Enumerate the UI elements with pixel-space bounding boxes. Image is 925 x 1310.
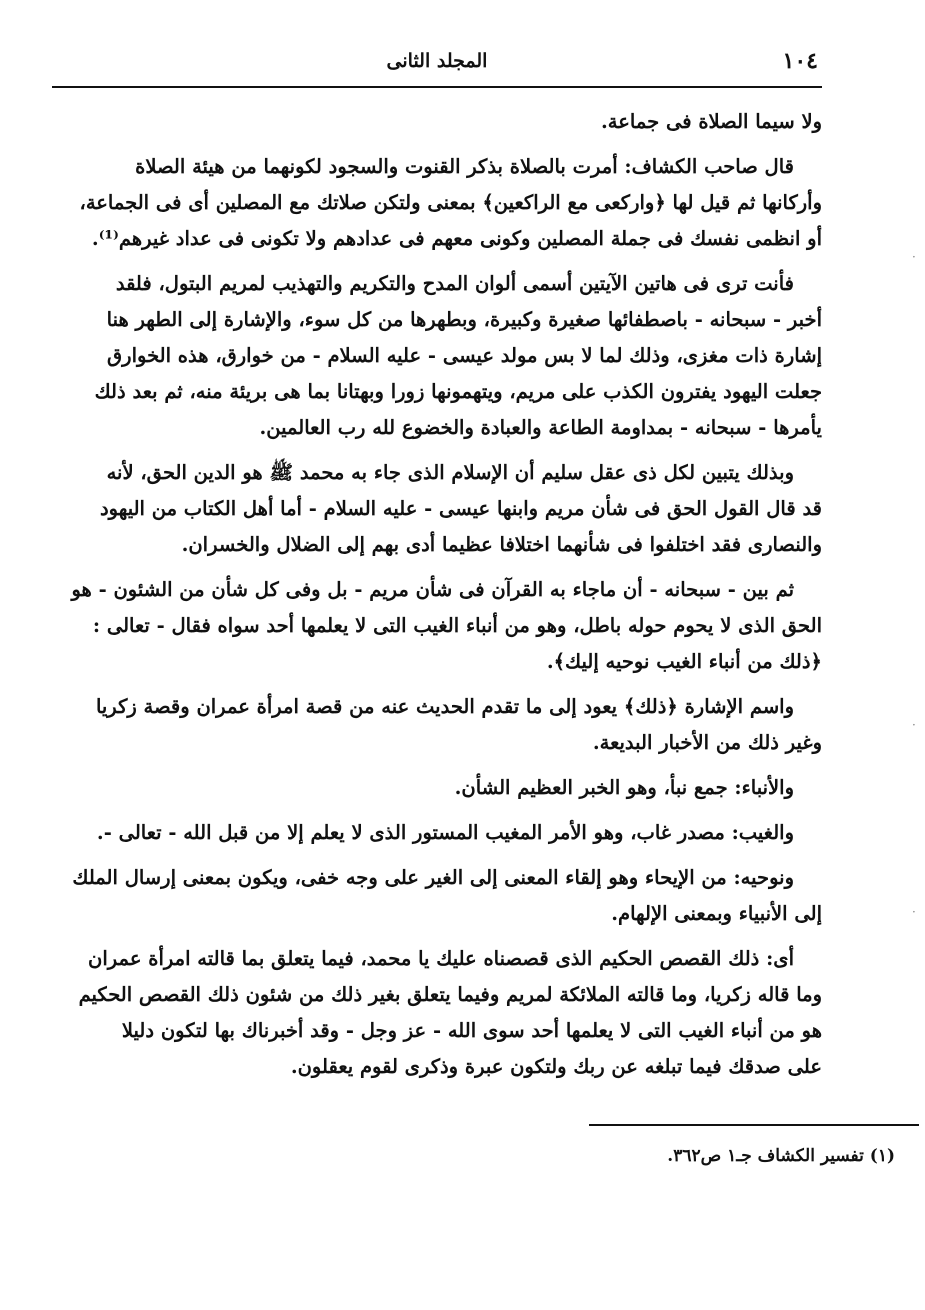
text-line: أو انظمى نفسك فى جملة المصلين وكونى معهم فى عدادهم ولا تكونى فى عداد غيرهم⁽¹⁾.	[91, 227, 822, 250]
paragraph	[52, 104, 822, 140]
text-line: والغيب: مصدر غاب، وهو الأمر المغيب المستور الذى لا يعلم إلا من قبل الله - تعالى -.	[96, 821, 794, 844]
text-line: قال صاحب الكشاف: أمرت بالصلاة بذكر القنوت والسجود لكونهما من هيئة الصلاة	[135, 155, 794, 178]
text-line: ولا سيما الصلاة فى جماعة.	[601, 110, 822, 133]
text-line: فأنت ترى فى هاتين الآيتين أسمى ألوان المدح والتكريم والتهذيب لمريم البتول، فلقد	[115, 272, 794, 295]
margin-speck: ·	[912, 905, 916, 919]
paragraph	[52, 860, 822, 932]
page-number: ١٠٤	[782, 48, 818, 74]
paragraph	[52, 941, 822, 1085]
text-line: جعلت اليهود يفترون الكذب على مريم، ويتهمونها زورا وبهتانا بما هى بريئة منه، ثم بعد ذلك	[94, 380, 822, 403]
running-title: المجلد الثانى	[386, 50, 488, 72]
footnote: (١) تفسير الكشاف جـ١ ص٣٦٢.	[667, 1146, 895, 1166]
footnote-separator	[589, 1124, 919, 1126]
text-line: أى: ذلك القصص الحكيم الذى قصصناه عليك يا محمد، فيما يتعلق بما قالته امرأة عمران	[88, 947, 794, 970]
text-line: هو من أنباء الغيب التى لا يعلمها أحد سوى الله - عز وجل - وقد أخبرناك بها لتكون دليلا	[121, 1019, 822, 1042]
text-line: وأركانها ثم قيل لها ﴿واركعى مع الراكعين﴾ بمعنى ولتكن صلاتك مع المصلين أى فى الجماعة،	[79, 191, 822, 214]
margin-speck: ·	[912, 250, 916, 264]
paragraph	[52, 266, 822, 446]
text-line: يأمرها - سبحانه - بمداومة الطاعة والعبادة والخضوع لله رب العالمين.	[259, 416, 822, 439]
text-line: الحق الذى لا يحوم حوله باطل، وهو من أنباء الغيب التى لا يعلمها أحد سواه فقال - تعالى :	[92, 614, 822, 637]
text-line: والأنباء: جمع نبأ، وهو الخبر العظيم الشأن.	[454, 776, 794, 799]
margin-speck: ·	[912, 718, 916, 732]
text-line: وغير ذلك من الأخبار البديعة.	[592, 731, 822, 754]
paragraph	[52, 149, 822, 257]
paragraph	[52, 815, 822, 851]
text-line: ﴿ذلك من أنباء الغيب نوحيه إليك﴾.	[546, 650, 822, 673]
page-body	[52, 104, 822, 1085]
paragraph	[52, 770, 822, 806]
text-line: قد قال القول الحق فى شأن مريم وابنها عيسى - عليه السلام - أما أهل الكتاب من اليهود	[99, 497, 822, 520]
text-line: على صدقك فيما تبلغه عن ربك ولتكون عبرة وذكرى لقوم يعقلون.	[290, 1055, 822, 1078]
text-line: إشارة ذات مغزى، وذلك لما لا بس مولد عيسى - عليه السلام - من خوارق، هذه الخوارق	[107, 344, 822, 367]
book-page	[52, 40, 822, 1280]
text-line: وما قاله زكريا، وما قالته الملائكة لمريم وفيما يتعلق بغير ذلك من شئون ذلك القصص الحكيم	[78, 983, 822, 1006]
paragraph	[52, 572, 822, 680]
text-line: ثم بين - سبحانه - أن ماجاء به القرآن فى شأن مريم - بل وفى كل شأن من الشئون - هو	[71, 578, 794, 601]
text-line: والنصارى فقد اختلفوا فى شأنهما اختلافا عظيما أدى بهم إلى الضلال والخسران.	[181, 533, 822, 556]
page-header	[52, 40, 822, 88]
text-line: واسم الإشارة ﴿ذلك﴾ يعود إلى ما تقدم الحديث عنه من قصة امرأة عمران وقصة زكريا	[95, 695, 794, 718]
paragraph	[52, 455, 822, 563]
text-line: أخبر - سبحانه - باصطفائها صغيرة وكبيرة، وبطهرها من كل سوء، والإشارة إلى الطهر هنا	[106, 308, 822, 331]
text-line: إلى الأنبياء وبمعنى الإلهام.	[611, 902, 822, 925]
text-line: ونوحيه: من الإيحاء وهو إلقاء المعنى إلى الغير على وجه خفى، ويكون بمعنى إرسال الملك	[72, 866, 794, 889]
paragraph	[52, 689, 822, 761]
text-line: وبذلك يتبين لكل ذى عقل سليم أن الإسلام الذى جاء به محمد ﷺ هو الدين الحق، لأنه	[106, 461, 794, 484]
